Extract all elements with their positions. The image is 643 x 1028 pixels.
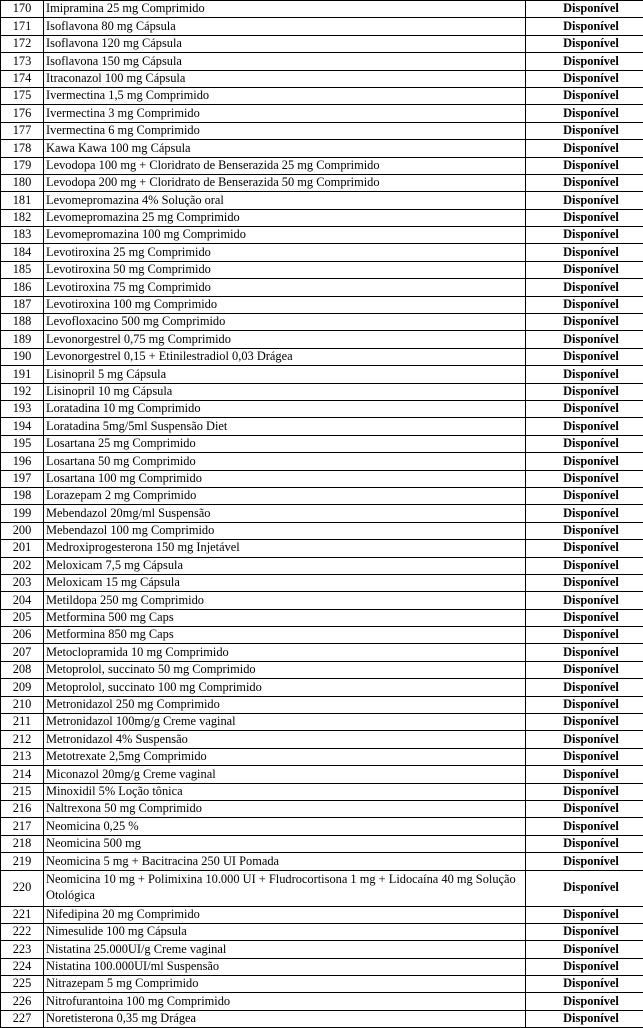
medication-name-cell: Levofloxacino 500 mg Comprimido xyxy=(44,314,526,331)
row-index-cell: 172 xyxy=(1,35,44,52)
table-row xyxy=(1,958,643,975)
row-index-cell: 207 xyxy=(1,644,44,661)
availability-status-cell: Disponível xyxy=(526,609,643,626)
availability-status-cell: Disponível xyxy=(526,192,643,209)
table-row xyxy=(1,853,643,870)
medication-name-cell: Nifedipina 20 mg Comprimido xyxy=(44,906,526,923)
availability-status-cell: Disponível xyxy=(526,540,643,557)
row-index-cell: 199 xyxy=(1,505,44,522)
row-index-cell: 170 xyxy=(1,1,44,18)
table-row xyxy=(1,105,643,122)
table-row xyxy=(1,192,643,209)
table-row xyxy=(1,976,643,993)
availability-status-cell: Disponível xyxy=(526,1,643,18)
medication-name-cell: Metoprolol, succinato 100 mg Comprimido xyxy=(44,679,526,696)
table-row xyxy=(1,470,643,487)
row-index-cell: 201 xyxy=(1,540,44,557)
table-row xyxy=(1,244,643,261)
row-index-cell: 179 xyxy=(1,157,44,174)
medication-name-cell: Nitrofurantoina 100 mg Comprimido xyxy=(44,993,526,1010)
table-row xyxy=(1,35,643,52)
table-row xyxy=(1,122,643,139)
availability-status-cell: Disponível xyxy=(526,105,643,122)
medication-name-cell: Metronidazol 100mg/g Creme vaginal xyxy=(44,714,526,731)
table-row xyxy=(1,453,643,470)
table-row xyxy=(1,766,643,783)
medication-name-cell: Levotiroxina 50 mg Comprimido xyxy=(44,261,526,278)
availability-status-cell: Disponível xyxy=(526,644,643,661)
availability-status-cell: Disponível xyxy=(526,296,643,313)
medication-name-cell: Neomicina 500 mg xyxy=(44,835,526,852)
table-row xyxy=(1,279,643,296)
medication-name-cell: Isoflavona 80 mg Cápsula xyxy=(44,18,526,35)
medication-name-cell: Losartana 50 mg Comprimido xyxy=(44,453,526,470)
availability-status-cell: Disponível xyxy=(526,331,643,348)
row-index-cell: 198 xyxy=(1,487,44,504)
table-row xyxy=(1,627,643,644)
availability-status-cell: Disponível xyxy=(526,140,643,157)
table-row xyxy=(1,70,643,87)
row-index-cell: 197 xyxy=(1,470,44,487)
row-index-cell: 175 xyxy=(1,87,44,104)
row-index-cell: 223 xyxy=(1,941,44,958)
table-row xyxy=(1,941,643,958)
row-index-cell: 190 xyxy=(1,348,44,365)
availability-status-cell: Disponível xyxy=(526,818,643,835)
medication-name-cell: Metotrexate 2,5mg Comprimido xyxy=(44,748,526,765)
row-index-cell: 217 xyxy=(1,818,44,835)
medication-name-cell: Levomepromazina 25 mg Comprimido xyxy=(44,209,526,226)
table-row xyxy=(1,227,643,244)
medication-name-cell: Levotiroxina 25 mg Comprimido xyxy=(44,244,526,261)
medication-name-cell: Nistatina 25.000UI/g Creme vaginal xyxy=(44,941,526,958)
row-index-cell: 216 xyxy=(1,800,44,817)
row-index-cell: 191 xyxy=(1,366,44,383)
table-row xyxy=(1,261,643,278)
table-row xyxy=(1,748,643,765)
medication-name-cell: Metronidazol 4% Suspensão xyxy=(44,731,526,748)
row-index-cell: 205 xyxy=(1,609,44,626)
row-index-cell: 219 xyxy=(1,853,44,870)
availability-status-cell: Disponível xyxy=(526,122,643,139)
row-index-cell: 177 xyxy=(1,122,44,139)
table-row xyxy=(1,783,643,800)
medication-name-cell: Isoflavona 120 mg Cápsula xyxy=(44,35,526,52)
medication-name-cell: Metformina 500 mg Caps xyxy=(44,609,526,626)
row-index-cell: 224 xyxy=(1,958,44,975)
medication-name-cell: Nimesulide 100 mg Cápsula xyxy=(44,923,526,940)
row-index-cell: 192 xyxy=(1,383,44,400)
availability-status-cell: Disponível xyxy=(526,800,643,817)
table-row xyxy=(1,296,643,313)
row-index-cell: 193 xyxy=(1,400,44,417)
table-row xyxy=(1,906,643,923)
row-index-cell: 214 xyxy=(1,766,44,783)
medication-name-cell: Metronidazol 250 mg Comprimido xyxy=(44,696,526,713)
row-index-cell: 189 xyxy=(1,331,44,348)
availability-status-cell: Disponível xyxy=(526,279,643,296)
row-index-cell: 204 xyxy=(1,592,44,609)
row-index-cell: 173 xyxy=(1,53,44,70)
availability-status-cell: Disponível xyxy=(526,53,643,70)
medication-name-cell: Imipramina 25 mg Comprimido xyxy=(44,1,526,18)
table-row xyxy=(1,540,643,557)
row-index-cell: 200 xyxy=(1,522,44,539)
availability-status-cell: Disponível xyxy=(526,958,643,975)
row-index-cell: 180 xyxy=(1,174,44,191)
medication-name-cell: Ivermectina 6 mg Comprimido xyxy=(44,122,526,139)
medication-name-cell: Levonorgestrel 0,15 + Etinilestradiol 0,03 Drágea xyxy=(44,348,526,365)
row-index-cell: 182 xyxy=(1,209,44,226)
availability-status-cell: Disponível xyxy=(526,174,643,191)
row-index-cell: 196 xyxy=(1,453,44,470)
row-index-cell: 209 xyxy=(1,679,44,696)
availability-status-cell: Disponível xyxy=(526,870,643,906)
availability-status-cell: Disponível xyxy=(526,574,643,591)
row-index-cell: 225 xyxy=(1,976,44,993)
medication-name-cell: Levonorgestrel 0,75 mg Comprimido xyxy=(44,331,526,348)
table-row xyxy=(1,522,643,539)
table-row xyxy=(1,993,643,1010)
table-row xyxy=(1,331,643,348)
row-index-cell: 206 xyxy=(1,627,44,644)
availability-status-cell: Disponível xyxy=(526,435,643,452)
row-index-cell: 215 xyxy=(1,783,44,800)
availability-status-cell: Disponível xyxy=(526,906,643,923)
table-row xyxy=(1,661,643,678)
medication-name-cell: Noretisterona 0,35 mg Drágea xyxy=(44,1010,526,1027)
medication-name-cell: Nitrazepam 5 mg Comprimido xyxy=(44,976,526,993)
table-row xyxy=(1,592,643,609)
row-index-cell: 184 xyxy=(1,244,44,261)
medication-name-cell: Miconazol 20mg/g Creme vaginal xyxy=(44,766,526,783)
row-index-cell: 211 xyxy=(1,714,44,731)
availability-status-cell: Disponível xyxy=(526,70,643,87)
row-index-cell: 188 xyxy=(1,314,44,331)
table-row xyxy=(1,557,643,574)
medication-name-cell: Metildopa 250 mg Comprimido xyxy=(44,592,526,609)
medication-name-cell: Meloxicam 15 mg Cápsula xyxy=(44,574,526,591)
medication-name-cell: Itraconazol 100 mg Cápsula xyxy=(44,70,526,87)
medication-name-cell: Naltrexona 50 mg Comprimido xyxy=(44,800,526,817)
medication-name-cell: Loratadina 10 mg Comprimido xyxy=(44,400,526,417)
table-row xyxy=(1,870,643,906)
medication-name-cell: Levotiroxina 75 mg Comprimido xyxy=(44,279,526,296)
availability-status-cell: Disponível xyxy=(526,976,643,993)
availability-status-cell: Disponível xyxy=(526,766,643,783)
availability-status-cell: Disponível xyxy=(526,714,643,731)
row-index-cell: 202 xyxy=(1,557,44,574)
table-row xyxy=(1,418,643,435)
medication-name-cell: Neomicina 10 mg + Polimixina 10.000 UI + Fludrocortisona 1 mg + Lidocaína 40 mg Solução Otológica xyxy=(44,870,526,906)
table-row xyxy=(1,679,643,696)
table-row xyxy=(1,1,643,18)
medication-name-cell: Levomepromazina 4% Solução oral xyxy=(44,192,526,209)
availability-status-cell: Disponível xyxy=(526,244,643,261)
table-row xyxy=(1,314,643,331)
table-row xyxy=(1,53,643,70)
medication-name-cell: Lisinopril 10 mg Cápsula xyxy=(44,383,526,400)
availability-status-cell: Disponível xyxy=(526,18,643,35)
table-row xyxy=(1,383,643,400)
medication-name-cell: Ivermectina 3 mg Comprimido xyxy=(44,105,526,122)
availability-status-cell: Disponível xyxy=(526,783,643,800)
medication-name-cell: Losartana 25 mg Comprimido xyxy=(44,435,526,452)
row-index-cell: 176 xyxy=(1,105,44,122)
availability-status-cell: Disponível xyxy=(526,87,643,104)
table-row xyxy=(1,923,643,940)
medication-name-cell: Nistatina 100.000UI/ml Suspensão xyxy=(44,958,526,975)
row-index-cell: 171 xyxy=(1,18,44,35)
row-index-cell: 174 xyxy=(1,70,44,87)
availability-status-cell: Disponível xyxy=(526,748,643,765)
row-index-cell: 226 xyxy=(1,993,44,1010)
availability-status-cell: Disponível xyxy=(526,314,643,331)
table-row xyxy=(1,800,643,817)
availability-status-cell: Disponível xyxy=(526,522,643,539)
table-row xyxy=(1,209,643,226)
medication-name-cell: Meloxicam 7,5 mg Cápsula xyxy=(44,557,526,574)
table-row xyxy=(1,18,643,35)
medication-name-cell: Neomicina 0,25 % xyxy=(44,818,526,835)
medication-name-cell: Levodopa 200 mg + Cloridrato de Benserazida 50 mg Comprimido xyxy=(44,174,526,191)
medication-name-cell: Mebendazol 100 mg Comprimido xyxy=(44,522,526,539)
availability-status-cell: Disponível xyxy=(526,941,643,958)
availability-status-cell: Disponível xyxy=(526,470,643,487)
availability-status-cell: Disponível xyxy=(526,400,643,417)
availability-status-cell: Disponível xyxy=(526,505,643,522)
medication-name-cell: Kawa Kawa 100 mg Cápsula xyxy=(44,140,526,157)
table-row xyxy=(1,609,643,626)
availability-status-cell: Disponível xyxy=(526,557,643,574)
row-index-cell: 187 xyxy=(1,296,44,313)
availability-status-cell: Disponível xyxy=(526,853,643,870)
medication-name-cell: Isoflavona 150 mg Cápsula xyxy=(44,53,526,70)
row-index-cell: 221 xyxy=(1,906,44,923)
availability-status-cell: Disponível xyxy=(526,157,643,174)
availability-status-cell: Disponível xyxy=(526,627,643,644)
availability-status-cell: Disponível xyxy=(526,348,643,365)
row-index-cell: 220 xyxy=(1,870,44,906)
table-row xyxy=(1,835,643,852)
row-index-cell: 183 xyxy=(1,227,44,244)
row-index-cell: 227 xyxy=(1,1010,44,1027)
medication-name-cell: Metformina 850 mg Caps xyxy=(44,627,526,644)
medication-name-cell: Levotiroxina 100 mg Comprimido xyxy=(44,296,526,313)
availability-status-cell: Disponível xyxy=(526,453,643,470)
availability-status-cell: Disponível xyxy=(526,261,643,278)
row-index-cell: 203 xyxy=(1,574,44,591)
row-index-cell: 186 xyxy=(1,279,44,296)
medication-name-cell: Metoclopramida 10 mg Comprimido xyxy=(44,644,526,661)
medication-name-cell: Levodopa 100 mg + Cloridrato de Benserazida 25 mg Comprimido xyxy=(44,157,526,174)
table-row xyxy=(1,157,643,174)
table-row xyxy=(1,505,643,522)
table-row xyxy=(1,435,643,452)
row-index-cell: 212 xyxy=(1,731,44,748)
availability-status-cell: Disponível xyxy=(526,1010,643,1027)
availability-status-cell: Disponível xyxy=(526,679,643,696)
availability-status-cell: Disponível xyxy=(526,35,643,52)
row-index-cell: 210 xyxy=(1,696,44,713)
row-index-cell: 181 xyxy=(1,192,44,209)
availability-status-cell: Disponível xyxy=(526,209,643,226)
medication-name-cell: Lorazepam 2 mg Comprimido xyxy=(44,487,526,504)
medication-name-cell: Loratadina 5mg/5ml Suspensão Diet xyxy=(44,418,526,435)
availability-status-cell: Disponível xyxy=(526,592,643,609)
row-index-cell: 178 xyxy=(1,140,44,157)
availability-status-cell: Disponível xyxy=(526,227,643,244)
medication-name-cell: Mebendazol 20mg/ml Suspensão xyxy=(44,505,526,522)
table-row xyxy=(1,574,643,591)
table-row xyxy=(1,731,643,748)
availability-status-cell: Disponível xyxy=(526,696,643,713)
medication-name-cell: Lisinopril 5 mg Cápsula xyxy=(44,366,526,383)
table-row xyxy=(1,1010,643,1027)
table-row xyxy=(1,366,643,383)
row-index-cell: 218 xyxy=(1,835,44,852)
medication-name-cell: Medroxiprogesterona 150 mg Injetável xyxy=(44,540,526,557)
availability-status-cell: Disponível xyxy=(526,835,643,852)
row-index-cell: 222 xyxy=(1,923,44,940)
table-row xyxy=(1,487,643,504)
medication-name-cell: Metoprolol, succinato 50 mg Comprimido xyxy=(44,661,526,678)
table-row xyxy=(1,348,643,365)
row-index-cell: 194 xyxy=(1,418,44,435)
availability-status-cell: Disponível xyxy=(526,661,643,678)
availability-status-cell: Disponível xyxy=(526,993,643,1010)
availability-status-cell: Disponível xyxy=(526,487,643,504)
row-index-cell: 185 xyxy=(1,261,44,278)
medication-name-cell: Ivermectina 1,5 mg Comprimido xyxy=(44,87,526,104)
table-body xyxy=(1,1,643,1028)
row-index-cell: 213 xyxy=(1,748,44,765)
medication-name-cell: Losartana 100 mg Comprimido xyxy=(44,470,526,487)
row-index-cell: 195 xyxy=(1,435,44,452)
availability-status-cell: Disponível xyxy=(526,418,643,435)
availability-status-cell: Disponível xyxy=(526,923,643,940)
table-row xyxy=(1,818,643,835)
medication-name-cell: Minoxidil 5% Loção tônica xyxy=(44,783,526,800)
row-index-cell: 208 xyxy=(1,661,44,678)
table-row xyxy=(1,714,643,731)
availability-status-cell: Disponível xyxy=(526,731,643,748)
table-row xyxy=(1,140,643,157)
table-row xyxy=(1,400,643,417)
availability-status-cell: Disponível xyxy=(526,383,643,400)
table-row xyxy=(1,696,643,713)
table-row xyxy=(1,87,643,104)
table-row xyxy=(1,644,643,661)
medication-name-cell: Levomepromazina 100 mg Comprimido xyxy=(44,227,526,244)
medication-name-cell: Neomicina 5 mg + Bacitracina 250 UI Pomada xyxy=(44,853,526,870)
availability-status-cell: Disponível xyxy=(526,366,643,383)
table-row xyxy=(1,174,643,191)
